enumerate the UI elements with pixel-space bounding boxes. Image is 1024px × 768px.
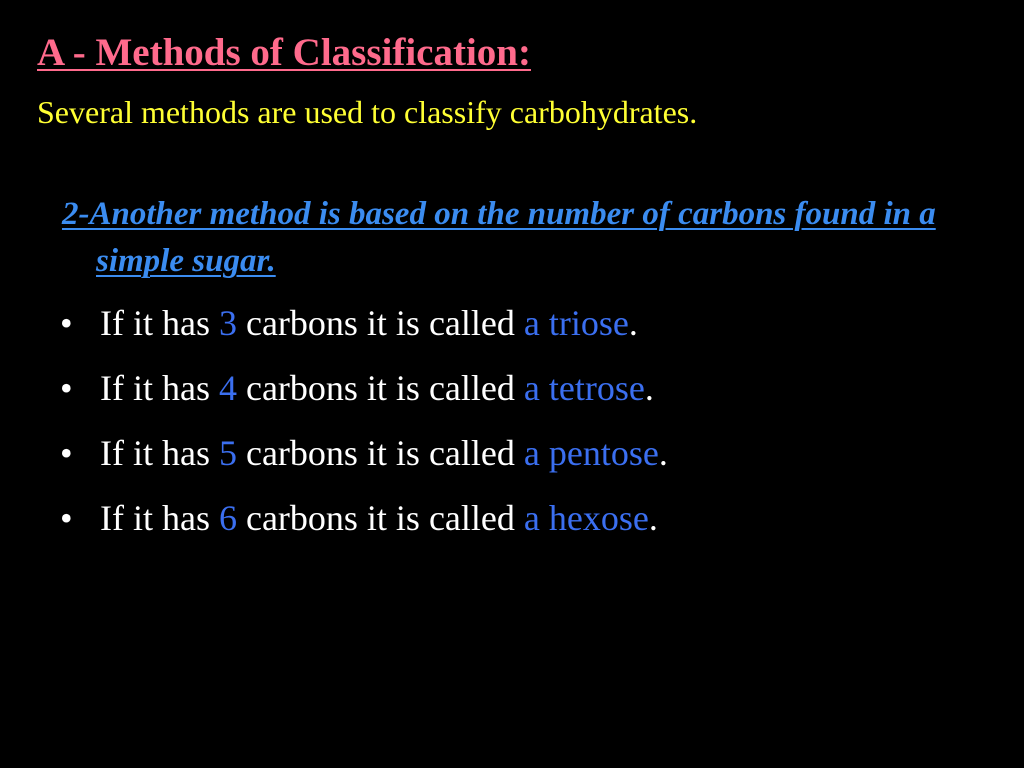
bullet-prefix: If it has [100,303,219,343]
bullet-text [100,365,654,412]
bullet-icon: • [60,498,73,538]
bullet-icon: • [60,303,73,343]
slide-title: A - Methods of Classification: [37,31,531,74]
bullet-text [100,300,638,347]
sugar-name: a hexose [523,498,649,538]
carbon-count: 4 [218,368,237,408]
carbon-count: 3 [218,303,237,343]
sugar-name: a triose [523,303,629,343]
bullet-suffix: . [658,433,668,473]
bullet-icon: • [60,433,73,473]
bullet-text [100,430,668,477]
bullet-middle: carbons it is called [236,303,524,343]
bullet-prefix: If it has [100,498,219,538]
bullet-suffix: . [648,498,658,538]
carbon-count: 6 [218,498,237,538]
sugar-name: a tetrose [523,368,645,408]
bullet-middle: carbons it is called [236,368,524,408]
bullet-middle: carbons it is called [236,498,524,538]
bullet-suffix: . [644,368,654,408]
method-heading: 2-Another method is based on the number of carbons found in a simple sugar. [62,196,936,279]
bullet-icon: • [60,368,73,408]
slide-subtitle: Several methods are used to classify carbohydrates. [37,94,698,130]
bullet-text [100,495,658,542]
sugar-name: a pentose [523,433,659,473]
bullet-suffix: . [628,303,638,343]
bullet-middle: carbons it is called [236,433,524,473]
bullet-prefix: If it has [100,433,219,473]
bullet-prefix: If it has [100,368,219,408]
carbon-count: 5 [218,433,237,473]
